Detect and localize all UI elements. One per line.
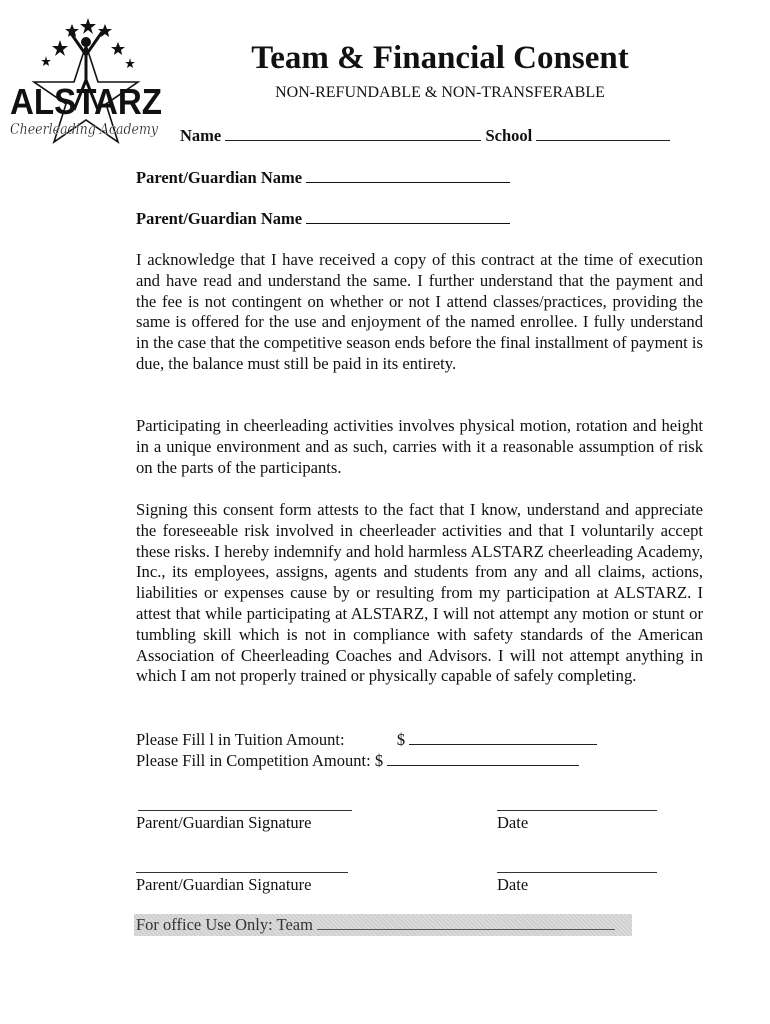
parent-guardian-name-field-1[interactable] xyxy=(306,168,510,183)
school-label: School xyxy=(485,126,533,145)
office-use-label: For office Use Only: Team xyxy=(136,915,313,934)
tuition-amount-label: Please Fill l in Tuition Amount: xyxy=(136,730,345,749)
date-label-2: Date xyxy=(497,875,529,894)
logo-script: Cheerleading Academy xyxy=(10,120,159,138)
name-school-row xyxy=(180,126,670,146)
date-label-1: Date xyxy=(497,813,529,832)
tuition-currency: $ xyxy=(396,730,406,749)
alstarz-logo xyxy=(8,10,166,160)
signature-field-1[interactable] xyxy=(138,810,352,811)
competition-amount-row xyxy=(136,751,579,771)
name-field[interactable] xyxy=(225,126,481,141)
risk-paragraph: Participating in cheerleading activities involves physical motion, rotation and height in a unique environment and as such, carries with it a reasonable assumption of risk on the parts of the participants. xyxy=(136,416,703,477)
competition-currency: $ xyxy=(374,751,384,770)
date-field-1[interactable] xyxy=(497,810,657,811)
office-use-box xyxy=(134,914,632,936)
competition-amount-label: Please Fill in Competition Amount: xyxy=(136,751,371,770)
tuition-amount-row xyxy=(136,730,597,750)
signature-field-2[interactable] xyxy=(136,872,348,873)
office-team-field[interactable] xyxy=(317,917,615,930)
school-field[interactable] xyxy=(536,126,670,141)
consent-paragraph: Signing this consent form attests to the fact that I know, understand and appreciate the foreseeable risk involved in cheerleader activities and that I voluntarily accept these risks. I hereby indemnify and hold harmless ALSTARZ cheerleading Academy, Inc., its employees, assigns, agents and students from any and all claims, actions, liabilities or expenses cause by or resulting from my participation at ALSTARZ. I attest that while participating at ALSTARZ, I will not attempt any motion or stunt or tumbling skill which is not in compliance with safety standards of the American Association of Cheerleading Coaches and Advisors. I will not attempt anything in which I am not properly trained or physically capable of safely completing. xyxy=(136,500,703,686)
name-label: Name xyxy=(180,126,222,145)
parent-guardian-name-field-2[interactable] xyxy=(306,209,510,224)
parent-guardian-name-label-1: Parent/Guardian Name xyxy=(136,168,303,187)
form-title: Team & Financial Consent xyxy=(251,40,629,76)
competition-amount-field[interactable] xyxy=(387,751,579,766)
form-subtitle: NON-REFUNDABLE & NON-TRANSFERABLE xyxy=(275,84,605,101)
logo-wordmark: ALSTARZ xyxy=(10,81,162,122)
tuition-amount-field[interactable] xyxy=(409,730,597,745)
signature-label-1: Parent/Guardian Signature xyxy=(136,813,312,832)
parent-guardian-row-2 xyxy=(136,209,510,229)
signature-label-2: Parent/Guardian Signature xyxy=(136,875,312,894)
date-field-2[interactable] xyxy=(497,872,657,873)
parent-guardian-name-label-2: Parent/Guardian Name xyxy=(136,209,303,228)
acknowledgement-paragraph: I acknowledge that I have received a copy of this contract at the time of execution and have read and understand the same. I further understand that the payment and the fee is not contingent on whether or not I attend classes/practices, providing the same is offered for the use and enjoyment of the named enrollee. I fully understand in the case that the competitive season ends before the final installment of payment is due, the balance must still be paid in its entirety. xyxy=(136,250,703,373)
parent-guardian-row-1 xyxy=(136,168,510,188)
